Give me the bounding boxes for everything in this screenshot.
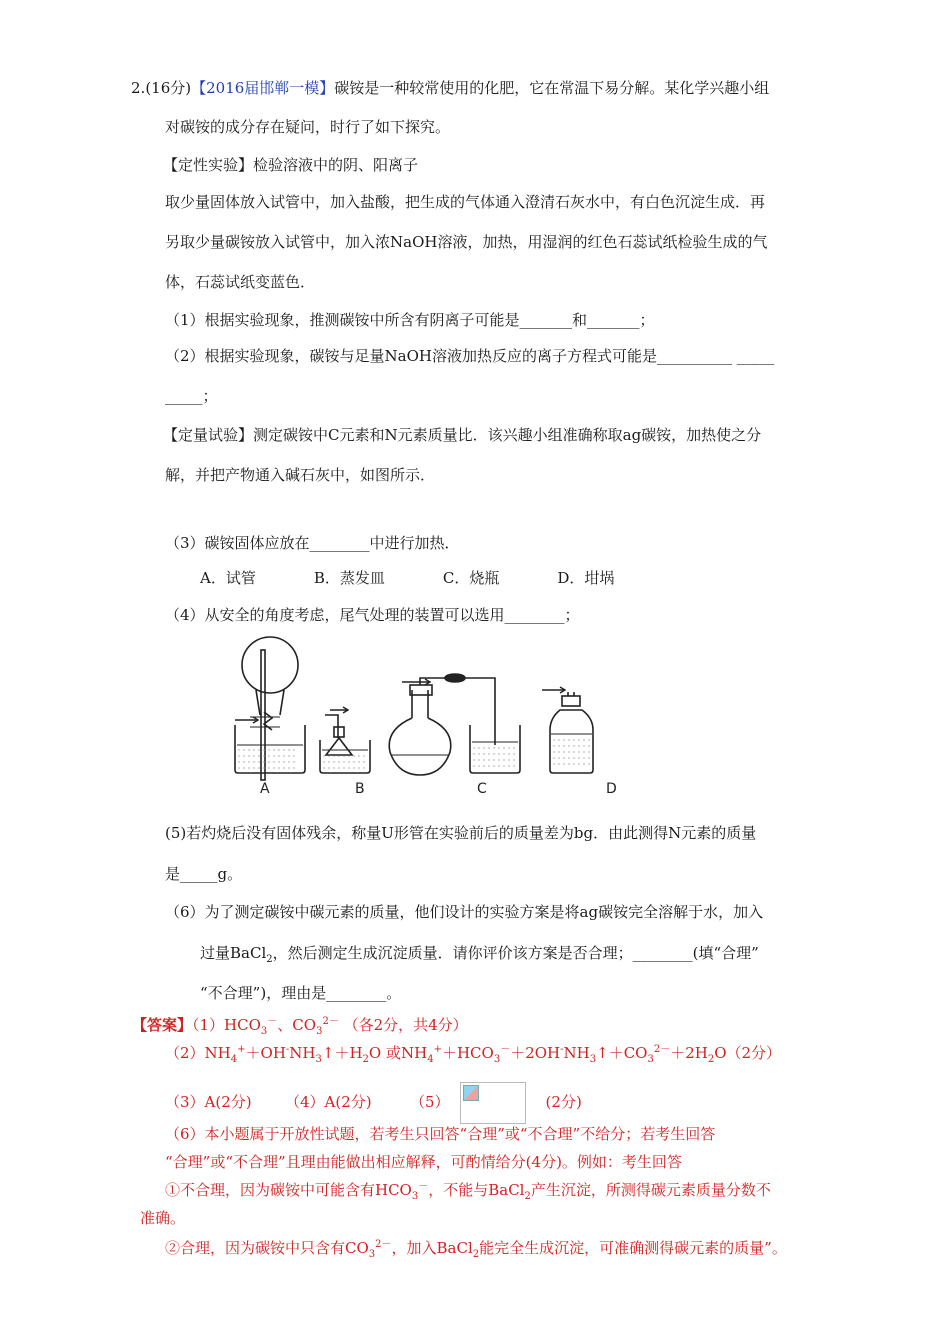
answer-6-line-3: ①不合理，因为碳铵中可能含有$HCO_3^-$，不能与BaCl$_2$产生沉淀，所测得碳元素质量分数不: [165, 1181, 771, 1202]
sub-question-3-options: [200, 568, 672, 588]
figure-label-c: C: [477, 781, 487, 797]
qualitative-para-3: 体，石蕊试纸变蓝色．: [165, 273, 316, 291]
answer-3-4-5: [165, 1082, 582, 1124]
question-header: [131, 78, 769, 98]
quantitative-para-2: 解，并把产物通入碱石灰中，如图所示．: [165, 466, 436, 484]
apparatus-b: [320, 707, 370, 773]
sub-question-1: （1）根据实验现象，推测碳铵中所含有阴离子可能是_______和_______；: [165, 311, 655, 329]
apparatus-a: [235, 637, 305, 780]
answer-5-image: [460, 1082, 526, 1124]
answer-label: 【答案】: [132, 1016, 193, 1034]
qualitative-desc: 检验溶液中的阴、阳离子: [253, 156, 419, 174]
question-intro-2: 对碳铵的成分存在疑问，时行了如下探究。: [165, 118, 451, 136]
option-a: A．试管: [200, 569, 256, 587]
qualitative-title: 【定性实验】: [163, 156, 254, 174]
sub-question-2a: （2）根据实验现象，碳铵与足量NaOH溶液加热反应的离子方程式可能是__________ _____: [165, 347, 775, 365]
figure-label-b: B: [355, 781, 365, 797]
apparatus-c: [389, 674, 520, 775]
answer-6-line-1: （6）本小题属于开放性试题，若考生只回答“合理”或“不合理”不给分；若考生回答: [165, 1125, 716, 1143]
answer-6-line-4: 准确。: [140, 1209, 186, 1227]
figure-label-d: D: [606, 781, 617, 797]
sub-question-2b: _____；: [165, 387, 218, 405]
broken-image-icon: [463, 1085, 479, 1101]
sub-question-5b: 是_____g。: [165, 865, 243, 883]
sub-question-3: （3）碳铵固体应放在________中进行加热．: [165, 534, 460, 552]
sub-question-4: （4）从安全的角度考虑，尾气处理的装置可以选用________；: [165, 606, 580, 624]
quantitative-desc: 测定碳铵中C元素和N元素质量比．该兴趣小组准确称取ag碳铵，加热使之分: [253, 426, 762, 444]
question-intro-1: 碳铵是一种较常使用的化肥，它在常温下易分解。某化学兴趣小组: [334, 79, 770, 97]
figure-label-a: A: [260, 781, 270, 797]
question-score: (16分): [145, 79, 192, 97]
quantitative-heading: [163, 425, 761, 445]
answer-2: $(2)NH_4^++OH^-NH_3↑+H_2O$ 或$NH_4^++HCO_3^-+2OH^-NH_3↑+CO_3^{2-}+2H_2O(2$分）: [165, 1044, 782, 1065]
question-number: 2.: [131, 79, 146, 97]
qualitative-para-2: 另取少量碳铵放入试管中，加入浓NaOH溶液，加热，用湿润的红色石蕊试纸检验生成的气: [165, 233, 768, 251]
sub-question-6b: 过量BaCl$_2$，然后测定生成沉淀质量．请你评价该方案是否合理；________(填“合理”: [200, 944, 759, 965]
sub-question-6a: （6）为了测定碳铵中碳元素的质量，他们设计的实验方案是将ag碳铵完全溶解于水，加入: [165, 903, 764, 921]
question-source: 【2016届邯郸一模】: [191, 79, 335, 97]
apparatus-d: [542, 687, 593, 773]
sub-question-6c: “不合理”)，理由是________。: [200, 984, 402, 1002]
quantitative-title: 【定量试验】: [163, 426, 254, 444]
qualitative-heading: [163, 155, 418, 175]
answer-1: 【答案】$(1)HCO_3^-$、$CO_3^{2-}$ （各2分，共4分）: [132, 1016, 468, 1037]
qualitative-para-1: 取少量固体放入试管中，加入盐酸，把生成的气体通入澄清石灰水中，有白色沉淀生成．再: [165, 193, 766, 211]
answer-5: （5）: [410, 1093, 450, 1111]
answer-6-line-2: “合理”或“不合理”且理由能做出相应解释，可酌情给分(4分)。例如：考生回答: [165, 1153, 682, 1171]
answer-5-score: (2分): [545, 1093, 582, 1111]
answer-3: （3）A(2分): [165, 1093, 252, 1111]
apparatus-figure: [220, 630, 640, 805]
option-d: D．坩埚: [557, 569, 615, 587]
option-c: C．烧瓶: [442, 569, 500, 587]
sub-question-5a: (5)若灼烧后没有固体残余，称量U形管在实验前后的质量差为bg．由此测得N元素的质量: [165, 824, 757, 842]
option-b: B．蒸发皿: [313, 569, 385, 587]
answer-4: （4）A(2分): [285, 1093, 372, 1111]
answer-6-line-5: ②合理，因为碳铵中只含有$CO_3^{2-}$，加入BaCl$_2$能完全生成沉淀，可准确测得碳元素的质量”。: [165, 1239, 787, 1260]
